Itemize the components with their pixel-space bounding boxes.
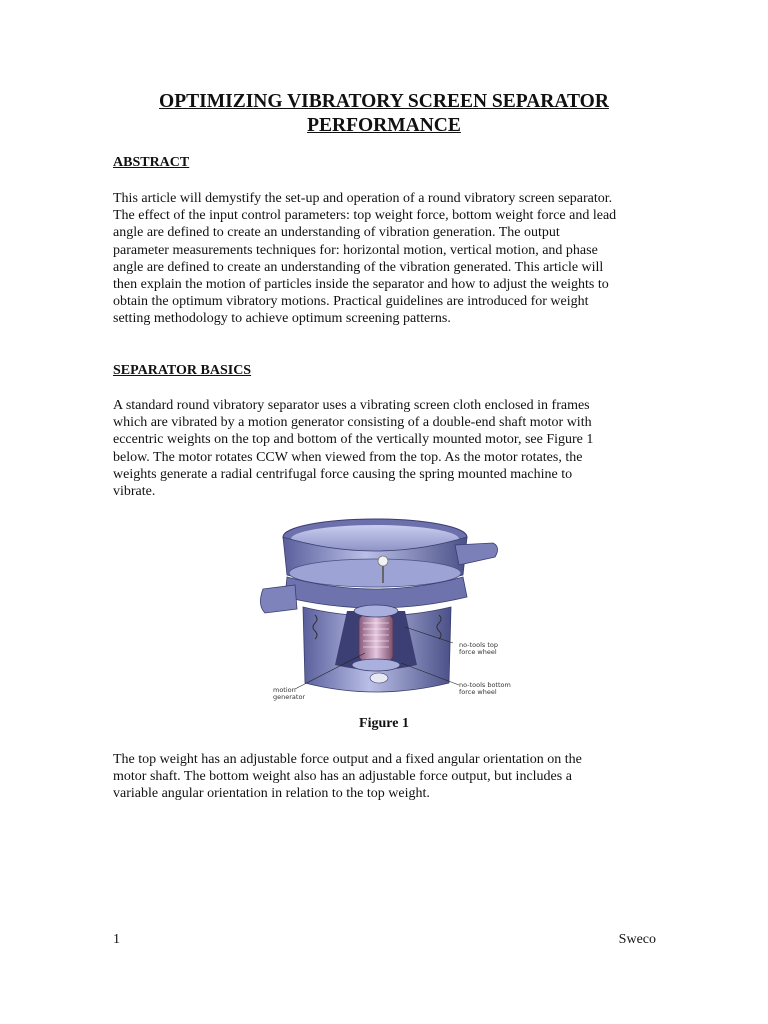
- title-line-1: OPTIMIZING VIBRATORY SCREEN SEPARATOR: [159, 91, 609, 112]
- figure-label-line: force wheel: [459, 648, 497, 656]
- text-line: The effect of the input control parameters: top weight force, bottom weight force and lead: [113, 208, 617, 224]
- text-line: eccentric weights on the top and bottom of the vertically mounted motor, see Figure 1: [113, 432, 594, 448]
- text-line: angle are defined to create an understanding of vibration generation. The output: [113, 225, 560, 241]
- label-bottom-force-wheel: [459, 682, 511, 696]
- abstract-paragraph: [113, 190, 658, 328]
- text-line: vibrate.: [113, 484, 156, 500]
- text-line: This article will demystify the set-up and operation of a round vibratory screen separator.: [113, 191, 613, 206]
- text-line: The top weight has an adjustable force output and a fixed angular orientation on the: [113, 752, 582, 767]
- figure-caption: Figure 1: [359, 716, 409, 731]
- figure-label-line: generator: [273, 693, 306, 701]
- document-title: [60, 90, 708, 138]
- text-line: which are vibrated by a motion generator consisting of a double-end shaft motor with: [113, 415, 592, 431]
- figure-label-line: force wheel: [459, 688, 497, 696]
- label-top-force-wheel: [459, 642, 498, 656]
- text-line: A standard round vibratory separator uses a vibrating screen cloth enclosed in frames: [113, 398, 590, 413]
- text-line: weights generate a radial centrifugal force causing the spring mounted machine to: [113, 466, 573, 482]
- text-line: parameter measurements techniques for: horizontal motion, vertical motion, and phase: [113, 242, 598, 258]
- abstract-heading: ABSTRACT: [113, 155, 190, 170]
- text-line: setting methodology to achieve optimum screening patterns.: [113, 311, 451, 327]
- weights-paragraph: [113, 751, 658, 803]
- text-line: angle are defined to create an understanding of the vibration generated. This article will: [113, 259, 604, 275]
- text-line: motor shaft. The bottom weight also has an adjustable force output, but includes a: [113, 769, 572, 785]
- figure-label-line: motion: [273, 686, 296, 694]
- title-line-2: PERFORMANCE: [307, 115, 461, 136]
- text-line: obtain the optimum vibratory motions. Practical guidelines are introduced for weight: [113, 294, 589, 310]
- company-name: Sweco: [618, 932, 656, 947]
- text-line: below. The motor rotates CCW when viewed from the top. As the motor rotates, the: [113, 449, 583, 465]
- text-line: variable angular orientation in relation to the top weight.: [113, 786, 430, 802]
- separator-basics-heading: SEPARATOR BASICS: [113, 363, 252, 378]
- figure-label-line: no-tools bottom: [459, 681, 511, 689]
- page-number: 1: [113, 932, 120, 947]
- text-line: then explain the motion of particles inside the separator and how to adjust the weights to: [113, 277, 609, 293]
- separator-basics-paragraph: [113, 397, 658, 500]
- label-motion-generator: [273, 687, 305, 701]
- figure-label-line: no-tools top: [459, 641, 498, 649]
